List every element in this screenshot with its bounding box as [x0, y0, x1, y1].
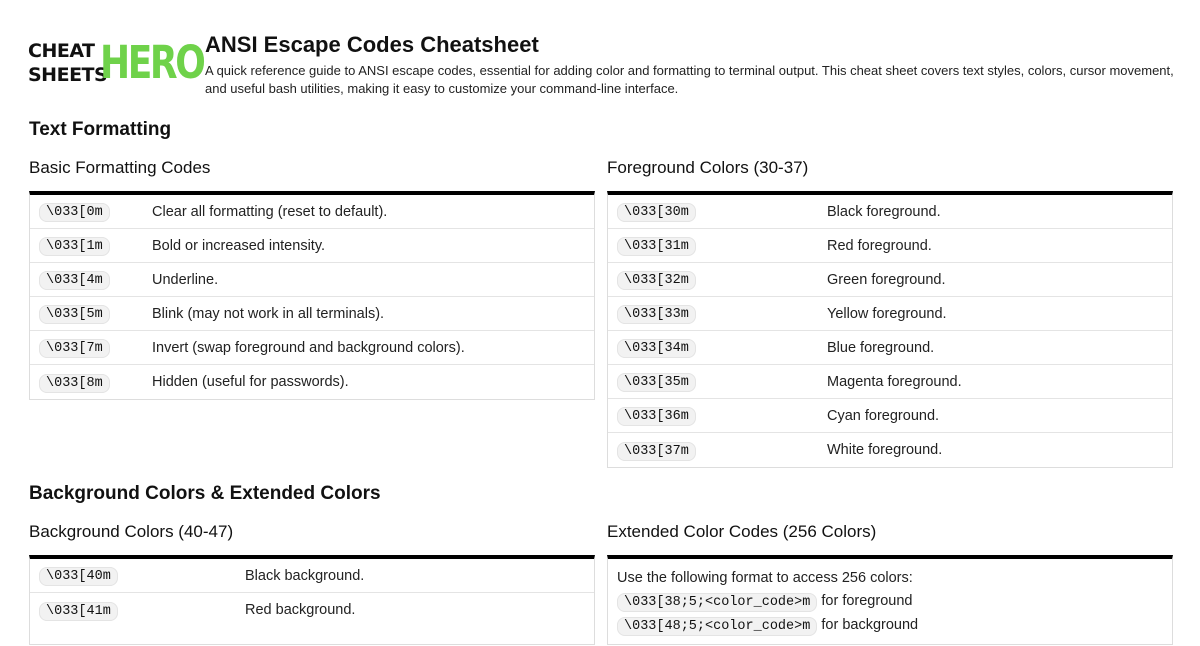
code-description: White foreground.: [827, 442, 943, 458]
page-description: A quick reference guide to ANSI escape codes, essential for adding color and formatting to terminal output. This cheat sheet covers text styles, colors, cursor movement, and useful bash utilities, making it easy to customize your command-line interface.: [205, 63, 1174, 96]
table-row: [30, 297, 594, 331]
basic-formatting-table: [29, 191, 595, 400]
code-snippet: \033[48;5;<color_code>m: [617, 617, 817, 636]
code-description: Bold or increased intensity.: [152, 237, 326, 254]
cheatsheets-hero-logo[interactable]: [28, 36, 204, 90]
table-row: [608, 263, 1172, 297]
basic-formatting-title: Basic Formatting Codes: [29, 158, 211, 177]
code-description: Cyan foreground.: [827, 407, 940, 424]
extended-colors-box: [607, 555, 1173, 645]
background-colors-table: [29, 555, 595, 645]
table-row: [30, 593, 594, 627]
foreground-colors-title: Foreground Colors (30-37): [607, 158, 809, 177]
code-description: Hidden (useful for passwords).: [152, 374, 349, 390]
code-snippet: \033[40m: [39, 567, 118, 586]
extended-colors-title: Extended Color Codes (256 Colors): [607, 522, 877, 541]
code-snippet: \033[0m: [39, 203, 110, 222]
table-row: [608, 195, 1172, 229]
code-snippet: \033[1m: [39, 237, 110, 256]
table-row: [30, 331, 594, 365]
code-description: Blink (may not work in all terminals).: [152, 305, 385, 322]
table-row: [608, 433, 1172, 467]
code-snippet: \033[38;5;<color_code>m: [617, 593, 817, 612]
code-description: Green foreground.: [827, 271, 946, 288]
table-row: [30, 263, 594, 297]
table-row: [608, 365, 1172, 399]
code-snippet: \033[4m: [39, 271, 110, 290]
code-description: Underline.: [152, 271, 219, 288]
table-row: [608, 297, 1172, 331]
code-description: Red background.: [245, 602, 356, 618]
code-snippet: \033[35m: [617, 373, 696, 392]
code-description: Magenta foreground.: [827, 373, 962, 390]
table-row: [30, 229, 594, 263]
section-title-background-colors: Background Colors & Extended Colors: [29, 483, 381, 504]
code-description: Black background.: [245, 567, 365, 584]
code-snippet: \033[30m: [617, 203, 696, 222]
code-snippet: \033[8m: [39, 374, 110, 393]
table-row: [608, 229, 1172, 263]
code-snippet: \033[34m: [617, 339, 696, 358]
table-row: [30, 365, 594, 399]
extended-intro: Use the following format to access 256 colors:: [617, 570, 913, 586]
extended-line: [617, 614, 1163, 638]
table-row: [608, 331, 1172, 365]
code-snippet: \033[7m: [39, 339, 110, 358]
code-snippet: \033[5m: [39, 305, 110, 324]
code-description: Blue foreground.: [827, 339, 935, 356]
extended-line-desc: for foreground: [821, 593, 913, 609]
code-description: Yellow foreground.: [827, 305, 947, 322]
page-title: ANSI Escape Codes Cheatsheet: [205, 32, 539, 57]
code-snippet: \033[37m: [617, 442, 696, 461]
section-title-text-formatting: Text Formatting: [29, 119, 172, 140]
logo-text-sheets: SHEETS: [28, 64, 108, 86]
background-colors-title: Background Colors (40-47): [29, 522, 234, 541]
code-snippet: \033[36m: [617, 407, 696, 426]
foreground-colors-table: [607, 191, 1173, 468]
extended-line-desc: for background: [821, 617, 919, 633]
code-snippet: \033[41m: [39, 602, 118, 621]
logo-text-hero: HERO: [100, 36, 204, 89]
logo-text-cheat: CHEAT: [28, 40, 95, 62]
code-description: Clear all formatting (reset to default).: [152, 203, 388, 220]
code-snippet: \033[31m: [617, 237, 696, 256]
table-row: [30, 559, 594, 593]
table-row: [30, 195, 594, 229]
code-snippet: \033[33m: [617, 305, 696, 324]
code-description: Black foreground.: [827, 203, 941, 220]
code-description: Red foreground.: [827, 237, 932, 254]
code-description: Invert (swap foreground and background colors).: [152, 339, 465, 356]
extended-line: [617, 590, 1163, 614]
table-row: [608, 399, 1172, 433]
code-snippet: \033[32m: [617, 271, 696, 290]
